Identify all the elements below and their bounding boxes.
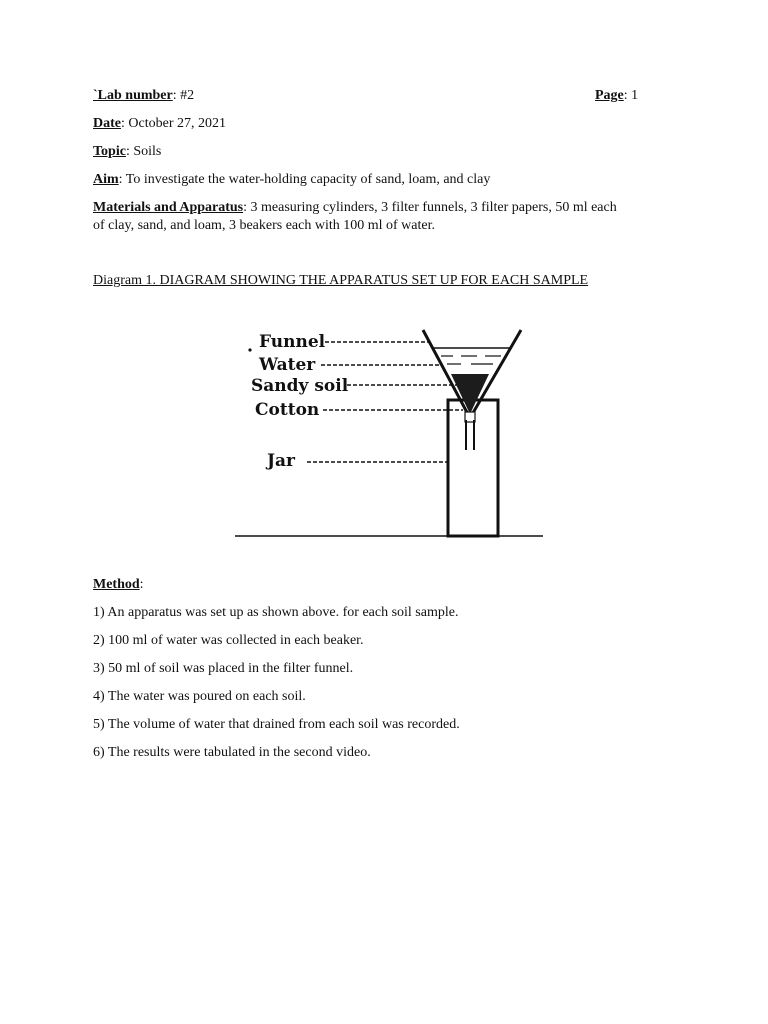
method-heading: Method [93,577,140,592]
topic-label: Topic [93,144,126,159]
cotton-label: Cotton [255,400,320,420]
method-step: 5) The volume of water that drained from each soil was recorded. [93,717,460,732]
method-heading-suffix: : [139,577,144,592]
date-line [93,115,226,133]
method-step: 4) The water was poured on each soil. [93,689,306,704]
stray-dot [248,348,251,351]
method-heading-line [93,576,144,594]
page-label: Page [595,88,624,103]
topic-line [93,143,161,161]
aim-value: : To investigate the water-holding capacity of sand, loam, and clay [118,172,491,187]
method-step: 2) 100 ml of water was collected in each beaker. [93,633,364,648]
jar-label: Jar [267,451,296,471]
date-label: Date [93,116,121,131]
lab-number-value: : #2 [172,88,195,103]
materials-line-2: of clay, sand, and loam, 3 beakers each with 100 ml of water. [93,218,435,233]
sandy-soil-label: Sandy soil [251,376,349,396]
materials-value-1: : 3 measuring cylinders, 3 filter funnels, 3 filter papers, 50 ml each [243,200,617,215]
page-number-line [595,87,638,105]
water-label: Water [259,355,316,375]
apparatus-diagram [225,318,555,543]
topic-value: : Soils [125,144,162,159]
materials-line-1 [93,199,617,217]
date-value: : October 27, 2021 [121,116,226,131]
lab-number-label: `Lab number [93,88,173,103]
method-step: 1) An apparatus was set up as shown above. for each soil sample. [93,605,459,620]
funnel-label: Funnel [259,332,326,352]
aim-line [93,171,490,189]
page-value: : 1 [623,88,639,103]
lab-number-line [93,87,194,105]
materials-label: Materials and Apparatus [93,200,244,215]
aim-label: Aim [93,172,119,187]
diagram-title: Diagram 1. DIAGRAM SHOWING THE APPARATUS SET UP FOR EACH SAMPLE [93,273,589,288]
method-step: 3) 50 ml of soil was placed in the filter funnel. [93,661,354,676]
method-step: 6) The results were tabulated in the second video. [93,745,371,760]
